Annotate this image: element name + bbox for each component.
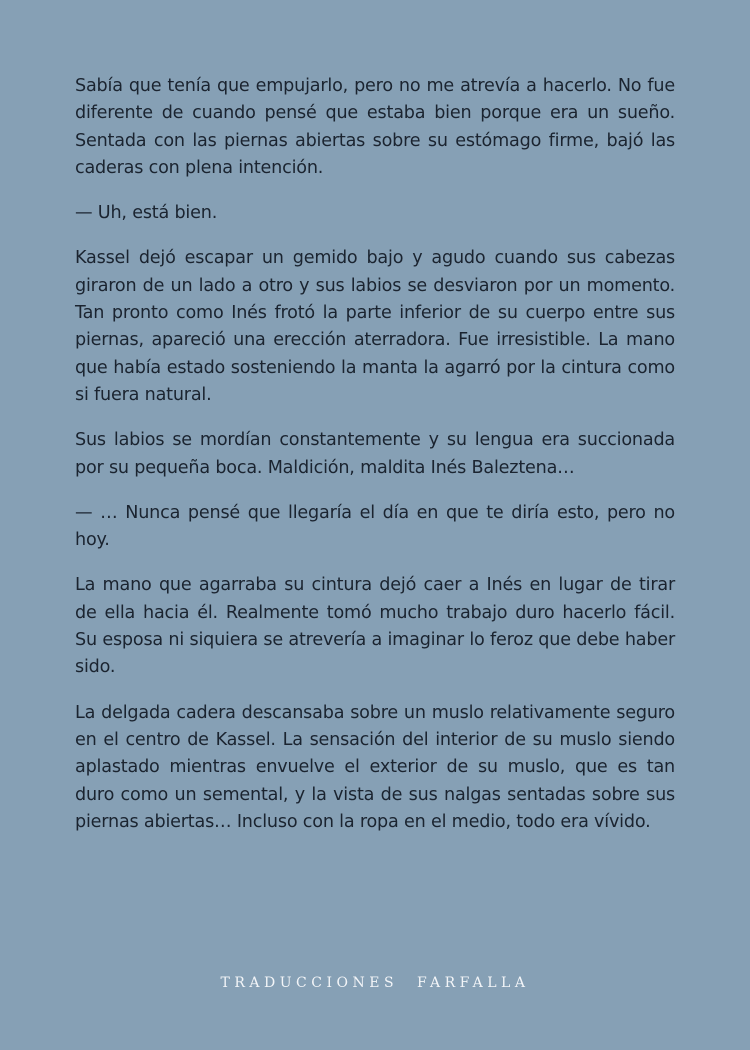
page-body	[75, 73, 675, 854]
paragraph: La delgada cadera descansaba sobre un muslo relativamente seguro en el centro de Kassel. La sensación del interior de su muslo siendo aplastado mientras envuelve el exterior de su muslo, que es tan duro como un semental, y la vista de sus nalgas sentadas sobre sus piernas abiertas… Incluso con la ropa en el medio, todo era vívido.	[75, 702, 675, 832]
dialogue-line: — Uh, está bien.	[75, 203, 218, 224]
paragraph: Kassel dejó escapar un gemido bajo y agudo cuando sus cabezas giraron de un lado a otro y sus labios se desviaron por un momento. Tan pronto como Inés frotó la parte inferior de su cuerpo entre sus piernas, apareció una erección aterradora. Fue irresistible. La mano que había estado sosteniendo la manta la agarró por la cintura como si fuera natural.	[75, 248, 675, 405]
dialogue-line: — … Nunca pensé que llegaría el día en que te diría esto, pero no hoy.	[75, 502, 675, 551]
paragraph: Sus labios se mordían constantemente y su lengua era succionada por su pequeña boca. Maldición, maldita Inés Baleztena…	[75, 430, 675, 478]
paragraph: Sabía que tenía que empujarlo, pero no me atrevía a hacerlo. No fue diferente de cuando pensé que estaba bien porque era un sueño. Sentada con las piernas abiertas sobre su estómago firme, bajó las caderas con plena intención.	[75, 76, 675, 178]
paragraph: La mano que agarraba su cintura dejó caer a Inés en lugar de tirar de ella hacia él. Realmente tomó mucho trabajo duro hacerlo fácil. Su esposa ni siquiera se atrevería a imaginar lo feroz que debe haber sido.	[75, 575, 675, 678]
footer-credit: TRADUCCIONES FARFALLA	[220, 975, 530, 991]
